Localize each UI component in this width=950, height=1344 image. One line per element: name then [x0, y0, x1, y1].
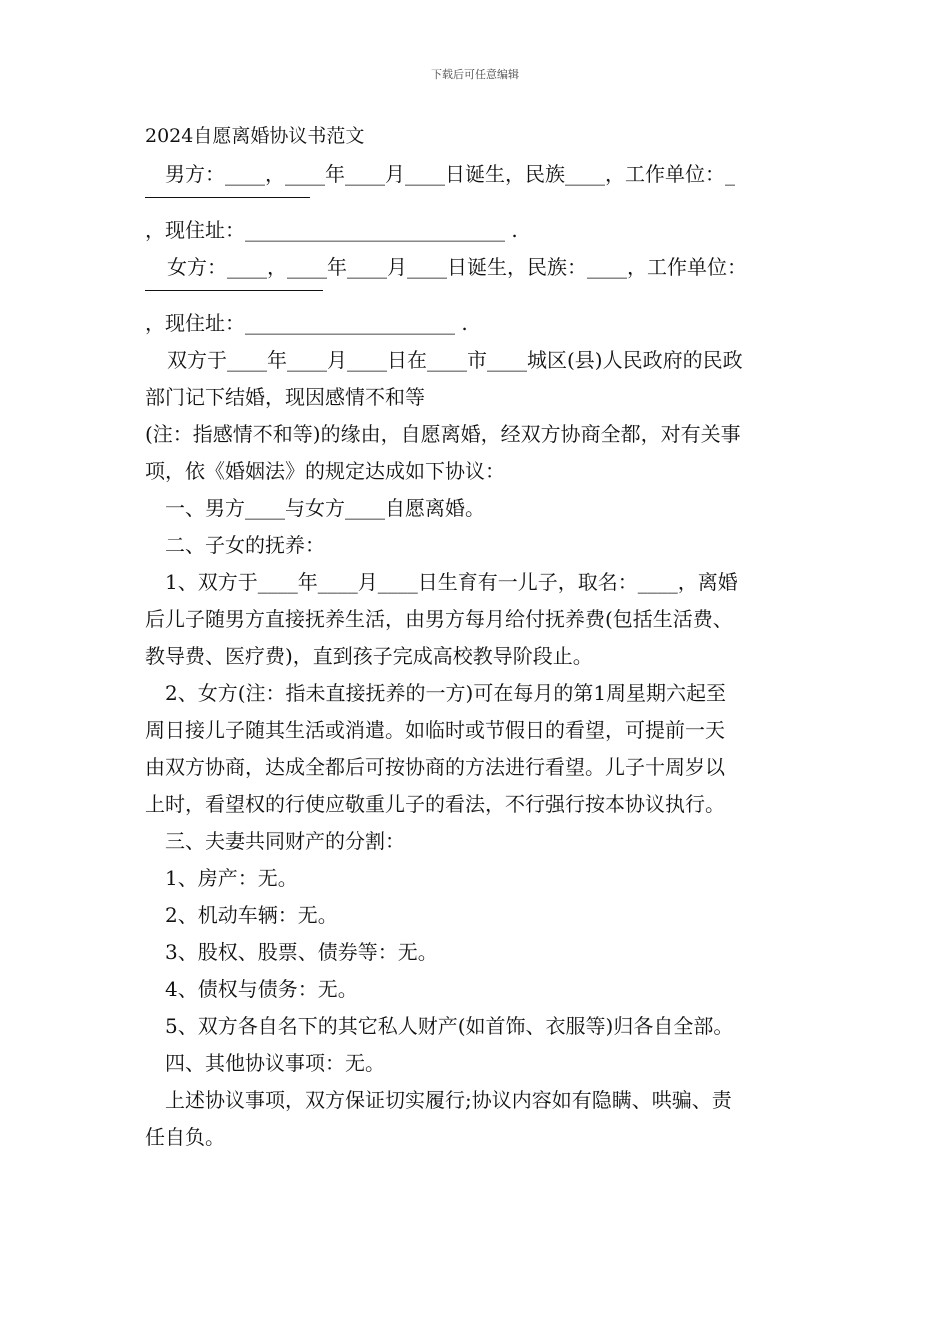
paragraph: 任自负。	[145, 1125, 225, 1149]
paragraph: 周日接儿子随其生活或消遣。如临时或节假日的看望，可提前一天	[145, 718, 725, 742]
paragraph: 5、双方各自名下的其它私人财产(如首饰、衣服等)归各自全部。	[165, 1014, 734, 1038]
paragraph: 一、男方____与女方____自愿离婚。	[165, 496, 485, 520]
document-title: 2024自愿离婚协议书范文	[145, 125, 365, 147]
blank-underline	[145, 290, 323, 291]
blank-underline	[145, 197, 310, 198]
paragraph: 教导费、医疗费)，直到孩子完成高校教导阶段止。	[145, 644, 593, 668]
paragraph: 二、子女的抚养：	[165, 533, 325, 557]
paragraph: 男方：____，____年____月____日诞生，民族____，工作单位：_	[165, 162, 735, 186]
paragraph: 1、房产：无。	[165, 866, 298, 890]
paragraph: 女方：____，____年____月____日诞生，民族：____，工作单位：	[167, 255, 747, 279]
paragraph: 1、双方于____年____月____日生育有一儿子，取名：____，离婚	[165, 570, 738, 594]
paragraph: 项，依《婚姻法》的规定达成如下协议：	[145, 459, 505, 483]
paragraph: 上述协议事项，双方保证切实履行;协议内容如有隐瞒、哄骗、责	[165, 1088, 732, 1112]
paragraph: 4、债权与债务：无。	[165, 977, 358, 1001]
document-body	[145, 118, 810, 1156]
page-header: 下载后可任意编辑	[431, 68, 519, 81]
paragraph: 后儿子随男方直接抚养生活，由男方每月给付抚养费(包括生活费、	[145, 607, 733, 631]
paragraph: ，现住址：__________________________ .	[145, 218, 518, 242]
paragraph: 双方于____年____月____日在____市____城区(县)人民政府的民政	[167, 348, 743, 372]
paragraph: 上时，看望权的行使应敬重儿子的看法，不行强行按本协议执行。	[145, 792, 725, 816]
paragraph: (注：指感情不和等)的缘由，自愿离婚，经双方协商全都，对有关事	[145, 422, 741, 446]
paragraph: 2、机动车辆：无。	[165, 903, 338, 927]
paragraph: 2、女方(注：指未直接抚养的一方)可在每月的第1周星期六起至	[165, 681, 727, 705]
paragraph: 三、夫妻共同财产的分割：	[165, 829, 405, 853]
paragraph: 部门记下结婚，现因感情不和等	[145, 385, 425, 409]
paragraph: ，现住址：_____________________ .	[145, 311, 468, 335]
paragraph: 3、股权、股票、债券等：无。	[165, 940, 438, 964]
paragraph: 四、其他协议事项：无。	[165, 1051, 385, 1075]
paragraph: 由双方协商，达成全都后可按协商的方法进行看望。儿子十周岁以	[145, 755, 725, 779]
